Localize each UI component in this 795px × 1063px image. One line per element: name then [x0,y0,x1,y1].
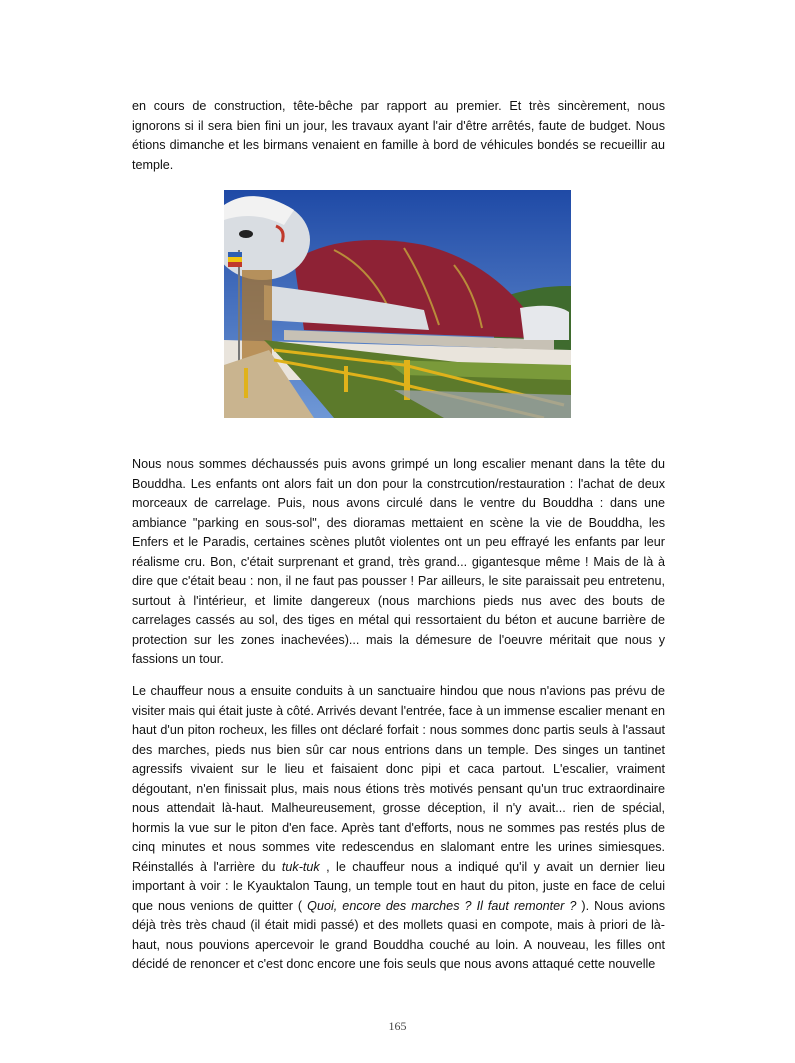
reclining-buddha-photo [224,190,571,418]
emphasis-tuk-tuk: tuk-tuk [281,859,320,874]
paragraph-intro: en cours de construction, tête-bêche par rapport au premier. Et très sincèrement, nous ignorons si il sera bien fini un jour, les travaux ayant l'air d'être arrêtés, faute de budget. Nous étions dimanche et les birmans venaient en famille à bord de véhicules bondés se recueillir au temple. [132,99,665,172]
emphasis-quote: Quoi, encore des marches ? Il faut remonter ? [307,898,577,913]
text-segment: ). Nous avions déjà très très chaud (il était midi passé) et des mollets quasi en compote, mais à priori de là-haut, nous pouvions apercevoir le grand Bouddha couché au loin. A nouveau, les filles ont décidé de renoncer et c'est donc encore une fois seuls que nous avons attaqué cette nouvelle [132,898,665,971]
text-segment: , le chauffeur nous a indiqué qu'il y avait un dernier lieu important à voir : le Kyauktalon Taung, un temple tout en haut du piton, juste en face de celui que nous venions de quitter ( [132,859,665,913]
paragraph-hindu-sanctuary [132,682,665,975]
text-segment: Le chauffeur nous a ensuite conduits à un sanctuaire hindou que nous n'avions pas prévu de visiter mais qui était juste à côté. Arrivés devant l'entrée, face à un immense escalier menant en haut d'un piton rocheux, les filles ont déclaré forfait : nous sommes donc partis seuls à l'assaut des marches, pieds nus bien sûr car nous entrions dans un temple. Des singes un tantinet agressifs vivaient sur le lieu et faisaient donc pipi et caca partout. L'escalier, vraiment dégoutant, n'en finissait plus, mais nous étions très motivés pensant qu'un truc extraordinaire nous attendait là-haut. Malheureusement, grosse déception, il n'y avait... rien de spécial, hormis la vue sur le piton d'en face. Après tant d'efforts, nous ne sommes pas restés plus de cinq minutes et nous sommes vite redescendus en slalomant entre les urines simiesques. Réinstallés à l'arrière du [132,684,666,874]
paragraph-buddha-visit: Nous nous sommes déchaussés puis avons grimpé un long escalier menant dans la tête du Bouddha. Les enfants ont alors fait un don pour la constrcution/restauration : l'achat de deux morceaux de carrelage. Puis, nous avons circulé dans le ventre du Bouddha : dans une ambiance "parking en sous-sol", des dioramas mettaient en scène la vie de Bouddha, les Enfers et le Paradis, certaines scènes plutôt violentes ont un peu effrayé les enfants par leur réalisme cru. Bon, c'était surprenant et grand, très grand... gigantesque même ! Mais de là à dire que c'était beau : non, il ne faut pas pousser ! Par ailleurs, le site paraissait peu entretenu, surtout à l'intérieur, et limite dangereux (nous marchions pieds nus avec des bouts de carrelages cassés au sol, des tiges en métal qui ressortaient du béton et aucune barrière de protection sur les zones inachevées)... mais la démesure de l'oeuvre méritait que nous y fassions un tour. [132,457,665,666]
page-number: 165 [388,1019,407,1033]
